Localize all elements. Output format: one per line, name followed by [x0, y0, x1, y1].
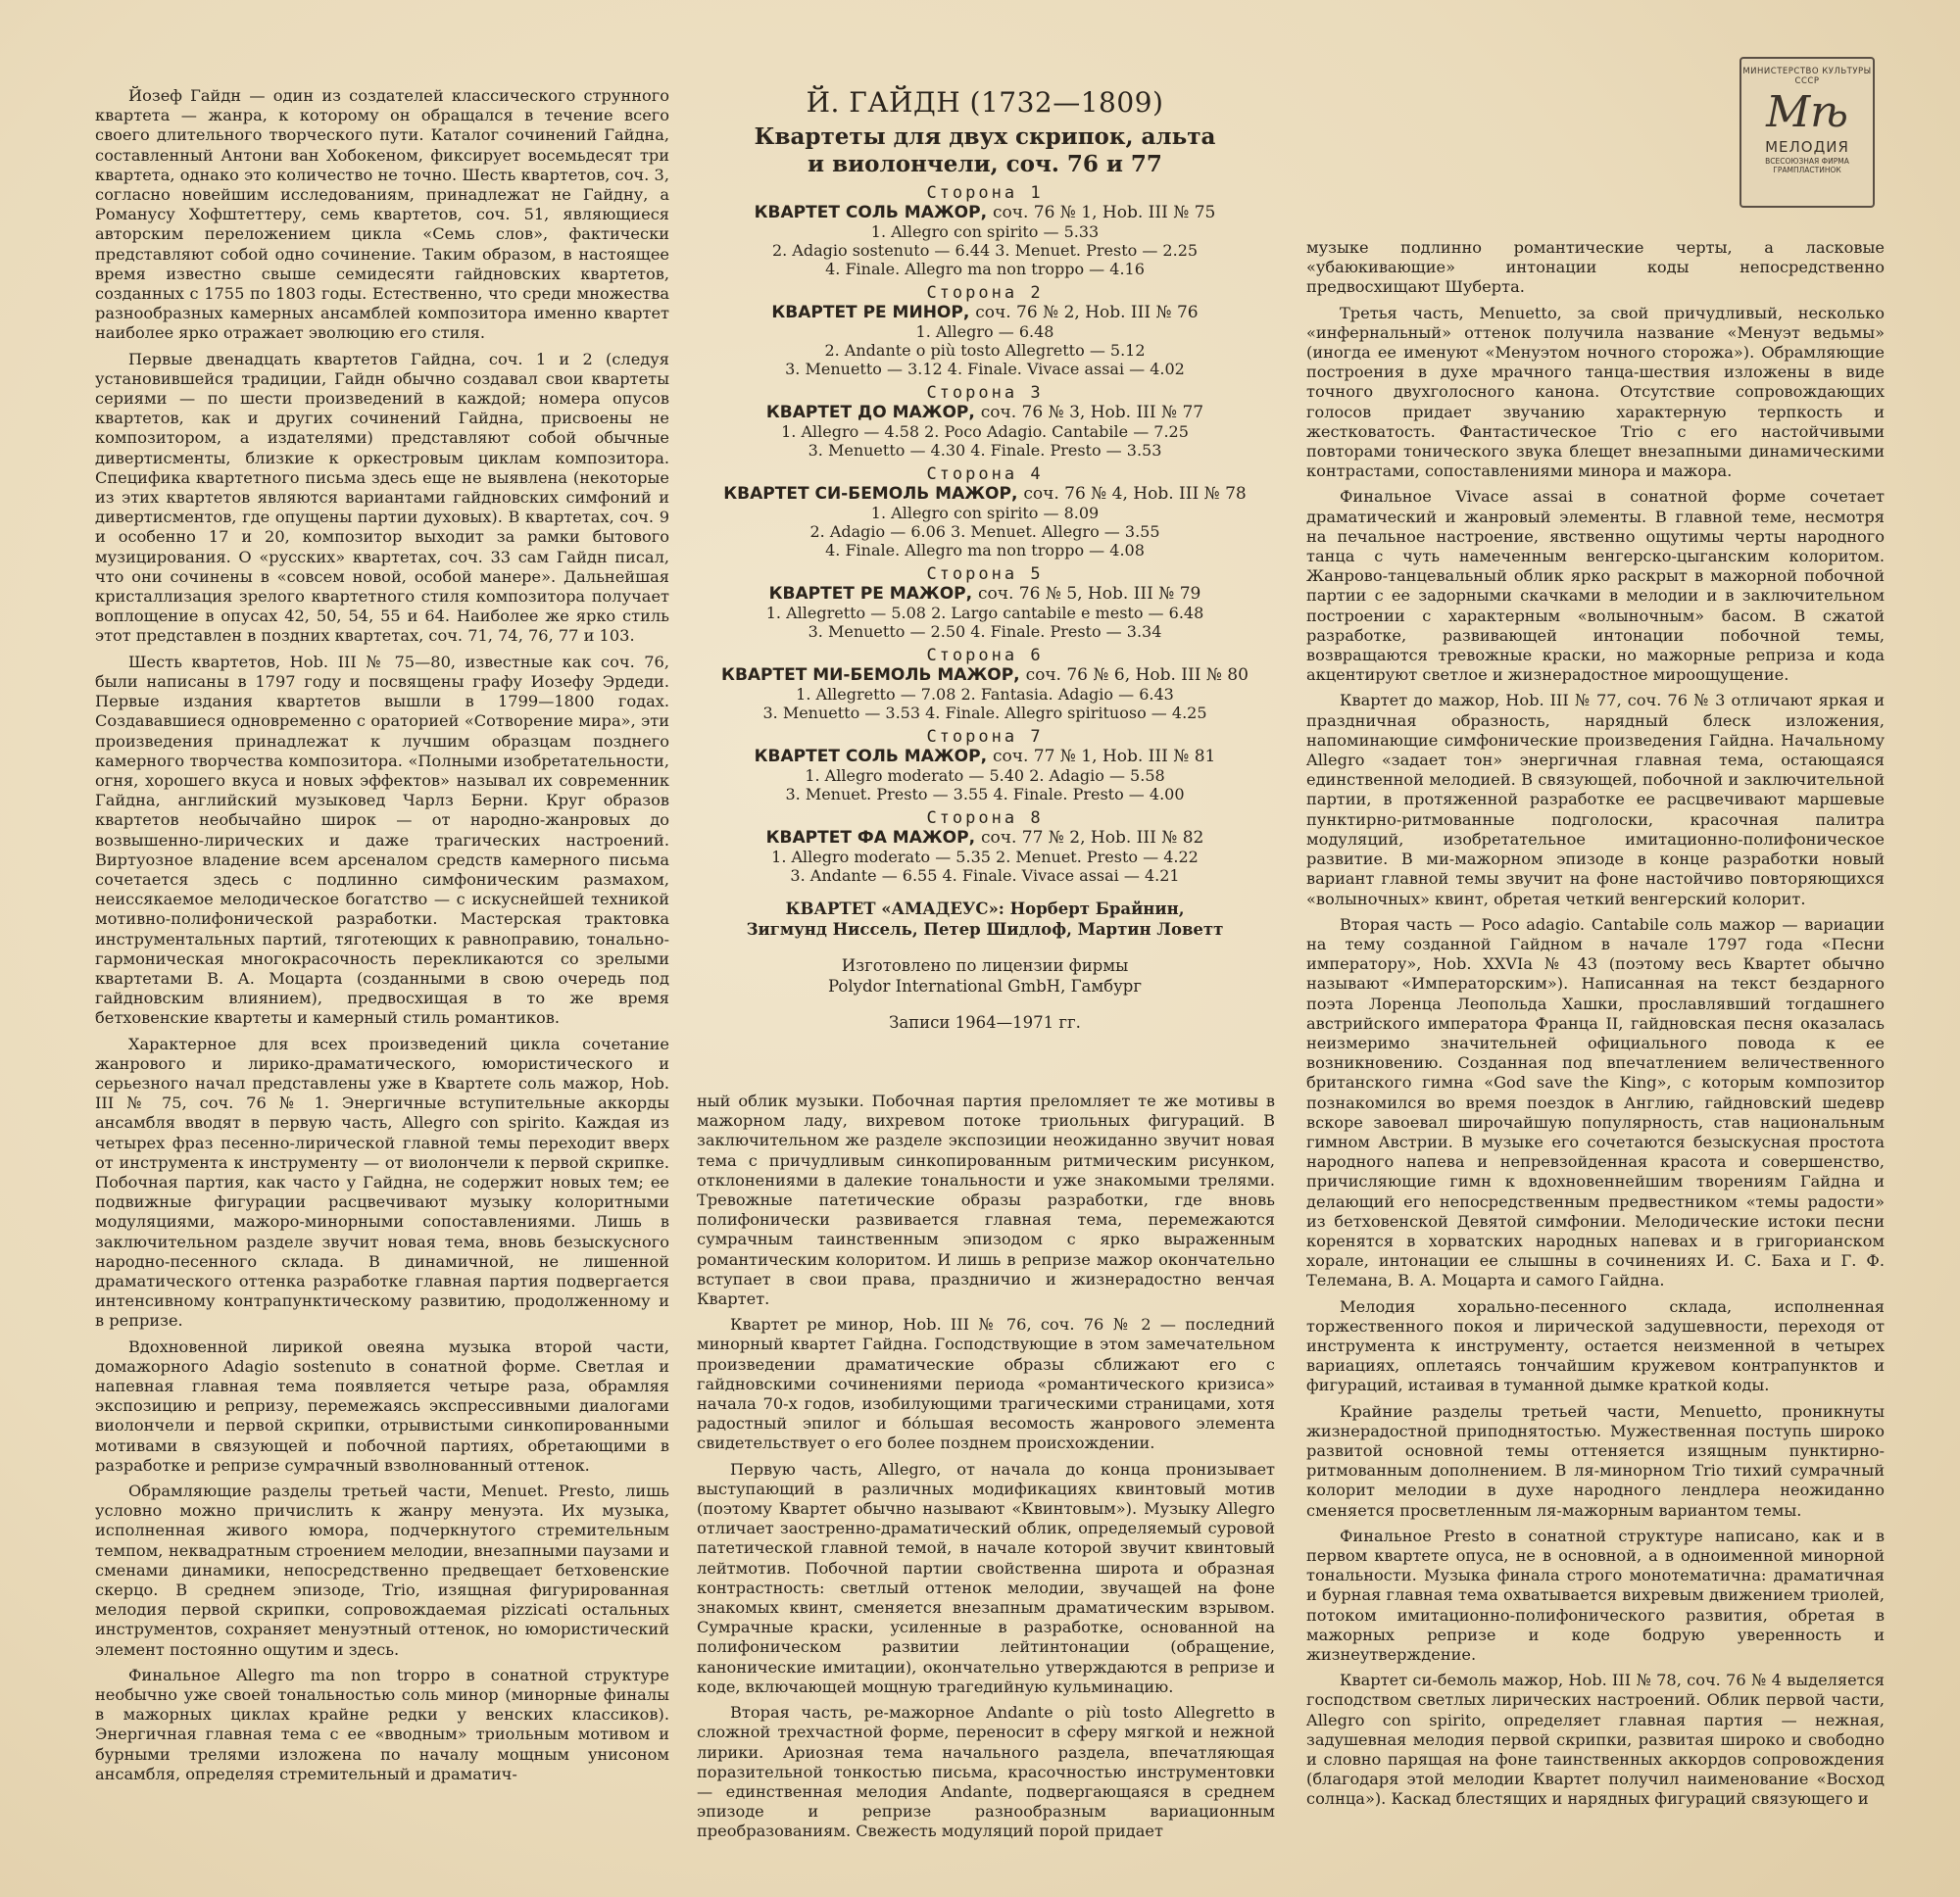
paragraph: Третья часть, Menuetto, за свой причудливый, несколько «инфернальный» оттенок получила название «Менуэт ведьмы» (иногда ее именуют «Менуэтом ночного сторожа»). Обрамляющие построения в духе мрачного танца-шествия изложены в виде точного двухголосного канона. Отсутствие сопровождающих голосов придает звучанию характерную терпкость и жестковатость. Фантастическое Trio с его настойчивыми повторами тонического звука блещет внезапными динамическими контрастами, сопоставлениями минора и мажора. [1306, 303, 1885, 481]
column-middle [697, 1092, 1275, 1848]
track-line: 1. Allegro — 4.58 2. Poco Adagio. Cantabile — 7.25 [781, 422, 1189, 441]
track-line: 3. Menuet. Presto — 3.55 4. Finale. Presto — 4.00 [785, 785, 1185, 803]
paragraph: Финальное Vivace assai в сонатной форме сочетает драматический и жанровый элементы. В главной теме, несмотря на печальное настроение, явственно ощутимы черты народного танца с чуть намеченным венгерско-цыганским колоритом. Жанрово-танцевальный облик ярко раскрыт в мажорной побочной партии с ее задорными скачками в мелодии и в заключительном построении с характерным «волыночным» басом. В сжатой разработке, развивающей интонации побочной темы, возвращаются тревожные краски, но мажорные реприза и кода акцентируют светлое и жизнерадостное мироощущение. [1306, 487, 1885, 685]
side-title: КВАРТЕТ РЕ МИНОР, соч. 76 № 2, Hob. III № 76 [771, 303, 1199, 322]
work-title-line1: Квартеты для двух скрипок, альта [754, 123, 1216, 150]
track-line: 4. Finale. Allegro ma non troppo — 4.08 [825, 541, 1145, 559]
paragraph: Вдохновенной лирикой овеяна музыка второй части, домажорного Adagio sostenuto в сонатной форме. Светлая и напевная главная тема появляется четыре раза, обрамляя экспозицию и репризу, перемежаясь экспрессивными диалогами виолончели и первой скрипки, отрывистыми синкопированными мотивами в связующей и побочной партиях, обретающими в разработке и репризе сумрачный взволнованный оттенок. [95, 1337, 669, 1475]
logo-firm: ВСЕСОЮЗНАЯ ФИРМА ГРАМПЛАСТИНОК [1765, 157, 1849, 174]
track-line: 3. Menuetto — 2.50 4. Finale. Presto — 3.34 [808, 622, 1162, 641]
composer-title: Й. ГАЙДН (1732—1809) [806, 86, 1164, 119]
side-1 [686, 184, 1284, 278]
side-label: Сторона 8 [926, 808, 1044, 828]
side-label: Сторона 4 [926, 464, 1044, 484]
side-4 [686, 465, 1284, 559]
track-line: 4. Finale. Allegro ma non troppo — 4.16 [825, 260, 1145, 278]
side-title: КВАРТЕТ СИ-БЕМОЛЬ МАЖОР, соч. 76 № 4, Hob. III № 78 [723, 484, 1247, 504]
paragraph: Квартет си-бемоль мажор, Hob. III № 78, соч. 76 № 4 выделяется господством светлых лирических настроений. Облик первой части, Allegro con spirito, определяет главная партия — нежная, задушевная мелодия первой скрипки, развитая широко и свободно и словно парящая на фоне таинственных аккордов сопровождения (благодаря этой мелодии Квартет получил наименование «Восход солнца»). Каскад блестящих и нарядных фигураций связующего и [1306, 1671, 1885, 1809]
paragraph: Квартет ре минор, Hob. III № 76, соч. 76 № 2 — последний минорный квартет Гайдна. Господствующие в этом замечательном произведении драматические образы сближают его с гайдновскими сочинениями периода «романтического кризиса» начала 70-х годов, изобилующими трагическими страницами, хотя радостный эпилог и бо́льшая весомость жанрового элемента свидетельствует о его более позднем происхождении. [697, 1315, 1275, 1453]
paragraph: Обрамляющие разделы третьей части, Menuet. Presto, лишь условно можно причислить к жанру менуэта. Их музыка, исполненная живого юмора, подчеркнутого стремительным темпом, неквадратным строением мелодии, внезапными паузами и сменами динамики, непосредственно предвещает бетховенские скерцо. В среднем эпизоде, Trio, изящная фигурированная мелодия первой скрипки, сопровождаемая pizzicati остальных инструментов, сохраняет менуэтный оттенок, но юмористический элемент постоянно ощутим и здесь. [95, 1482, 669, 1659]
side-label: Сторона 2 [926, 283, 1044, 303]
credits [686, 899, 1284, 1033]
work-title-line2: и виолончели, соч. 76 и 77 [808, 151, 1162, 177]
performers: КВАРТЕТ «АМАДЕУС»: Норберт Брайнин, [785, 900, 1185, 918]
track-line: 3. Menuetto — 3.53 4. Finale. Allegro spirituoso — 4.25 [762, 704, 1207, 722]
paragraph: Квартет до мажор, Hob. III № 77, соч. 76 № 3 отличают яркая и праздничная образность, нарядный блеск изложения, напоминающие симфонические произведения Гайдна. Начальному Allegro «задает тон» энергичная главная тема, остающаяся единственной мелодией. В связующей, побочной и заключительной партии, в протяженной разработке ее расцвечивают маршевые пунктирно-ритмованные подголоски, красочная палитра модуляций, изобретательное имитационно-полифоническое развитие. В ми-мажорном эпизоде в конце разработки новый вариант главной темы звучит на фоне настойчиво повторяющихся «волыночных» квинт, обретая четкий венгерский колорит. [1306, 691, 1885, 908]
license: Изготовлено по лицензии фирмы [841, 956, 1129, 975]
paragraph: Первые двенадцать квартетов Гайдна, соч. 1 и 2 (следуя установившейся традиции, Гайдн обычно создавал свои квартеты сериями — по шести произведений в каждой; номера опусов квартетов, как и других сочинений Гайдна, присвоены не композитором, а издателями) представляют собой обычные дивертисменты, близкие к оркестровым циклам композитора. Специфика квартетного письма здесь еще не выявлена (некоторые из этих квартетов являются вариантами гайдновских симфоний и дивертисментов, где опущены партии духовых). В квартетах, соч. 9 и особенно 17 и 20, композитор выходит за рамки бытового музицирования. О «русских» квартетах, соч. 33 сам Гайдн писал, что они сочинены в «совсем новой, особой манере». Дальнейшая кристаллизация зрелого квартетного стиля композитора получает воплощение в опусах 42, 50, 54, 55 и 64. Наиболее же ярко стиль этот представлен в поздних квартетах, соч. 71, 74, 76, 77 и 103. [95, 349, 669, 646]
paragraph: Мелодия хорально-песенного склада, исполненная торжественного покоя и лирической задушевности, переходя от инструмента к инструменту, остается неизменной в четырех вариациях, оплетаясь тончайшим кружевом контрапунктов и фигураций, истаивая в туманной дымке краткой коды. [1306, 1296, 1885, 1395]
logo-ministry: МИНИСТЕРСТВО КУЛЬТУРЫ СССР [1742, 67, 1872, 86]
track-line: 1. Allegretto — 7.08 2. Fantasia. Adagio — 6.43 [796, 685, 1174, 704]
side-title: КВАРТЕТ СОЛЬ МАЖОР, соч. 76 № 1, Hob. III № 75 [754, 203, 1216, 222]
side-2 [686, 284, 1284, 378]
side-label: Сторона 7 [926, 727, 1044, 747]
side-3 [686, 384, 1284, 460]
track-line: 3. Menuetto — 3.12 4. Finale. Vivace assai — 4.02 [785, 360, 1185, 378]
performers: Зигмунд Ниссель, Петер Шидлоф, Мартин Ловетт [746, 920, 1224, 939]
track-line: 3. Andante — 6.55 4. Finale. Vivace assai — 4.21 [790, 866, 1180, 885]
side-label: Сторона 3 [926, 383, 1044, 403]
side-7 [686, 728, 1284, 803]
side-title: КВАРТЕТ ФА МАЖОР, соч. 77 № 2, Hob. III № 82 [765, 828, 1204, 848]
track-line: 2. Andante o più tosto Allegretto — 5.12 [824, 341, 1146, 360]
track-line: 2. Adagio — 6.06 3. Menuet. Allegro — 3.55 [809, 522, 1160, 541]
track-line: 2. Adagio sostenuto — 6.44 3. Menuet. Presto — 2.25 [771, 241, 1199, 260]
paragraph: Йозеф Гайдн — один из создателей классического струнного квартета — жанра, к которому он обращался в течение всего своего длительного творческого пути. Каталог сочинений Гайдна, составленный Антони ван Хобокеном, фиксирует восемьдесят три квартета, однако это количество не точно. Шесть квартетов, соч. 3, согласно новейшим исследованиям, принадлежат не Гайдну, а Романусу Хофштеттеру, семь квартетов, соч. 51, являющиеся авторским переложением цикла «Семь слов», фактически представляют собой одно сочинение. Таким образом, в настоящее время известно свыше семидесяти гайдновских квартетов, созданных с 1755 по 1803 годы. Естественно, что среди множества разнообразных камерных ансамблей композитора именно квартет наиболее ярко отражает эволюцию его стиля. [95, 86, 669, 343]
track-listing [686, 86, 1284, 1033]
track-line: 1. Allegretto — 5.08 2. Largo cantabile e mesto — 6.48 [765, 604, 1204, 622]
paragraph: музыке подлинно романтические черты, а ласковые «убаюкивающие» интонации коды непосредственно предвосхищают Шуберта. [1306, 238, 1885, 297]
side-6 [686, 647, 1284, 722]
melodiya-emblem-icon: Мѣ [1766, 87, 1848, 137]
paragraph: Финальное Presto в сонатной структуре написано, как и в первом квартете опуса, не в основной, а в одноименной минорной тональности. Музыка финала строго монотематична: драматичная и бурная главная тема охватывается вихревым движением триолей, потоком имитационно-полифонического развития, обретая в мажорных репризе и коде бодрую уверенность и жизнеутверждение. [1306, 1526, 1885, 1665]
logo-brand: МЕЛОДИЯ [1765, 138, 1849, 156]
paragraph: Финальное Allegro ma non troppo в сонатной структуре необычно уже своей тональностью соль минор (минорные финалы в мажорных циклах крайне редки у венских классиков). Энергичная главная тема с ее «вводным» триольным мотивом и бурными трелями изложена по началу мощным унисоном ансамбля, определяя стремительный и драматич- [95, 1665, 669, 1783]
paragraph: ный облик музыки. Побочная партия преломляет те же мотивы в мажорном ладу, вихревом потоке триольных фигураций. В заключительном же разделе экспозиции неожиданно звучит новая тема с причудливым синкопированным ритмическим рисунком, отклонениями в далекие тональности и уже знакомыми трелями. Тревожные патетические образы разработки, где вновь полифонически развивается главная тема, перемежаются сумрачным таинственным эпизодом с ярко выраженным романтическим колоритом. И лишь в репризе мажор окончательно вступает в свои права, праздничио и жизнерадостно венчая Квартет. [697, 1092, 1275, 1309]
side-label: Сторона 1 [926, 183, 1044, 203]
side-5 [686, 565, 1284, 641]
track-line: 1. Allegro — 6.48 [915, 322, 1054, 341]
track-line: 1. Allegro con spirito — 5.33 [870, 222, 1100, 241]
side-label: Сторона 5 [926, 564, 1044, 584]
side-label: Сторона 6 [926, 646, 1044, 665]
paragraph: Характерное для всех произведений цикла сочетание жанрового и лирико-драматического, юмористического и серьезного начал представлены уже в Квартете соль мажор, Hob. III № 75, соч. 76 № 1. Энергичные вступительные аккорды ансамбля вводят в первую часть, Allegro con spirito. Каждая из четырех фраз песенно-лирической главной темы переходит вверх от инструмента к инструменту — от виолончели к первой скрипке. Побочная партия, как часто у Гайдна, не содержит новых тем; ее подвижные фигурации расцвечивают музыку колоритными модуляциями, мажоро-минорными сопоставлениями. Лишь в заключительном разделе звучит новая тема, вновь безыскусного народно-песенного склада. В динамичной, не лишенной драматического оттенка разработке главная партия подвергается интенсивному контрапунктическому развитию, продолженному и в репризе. [95, 1034, 669, 1331]
column-left [95, 86, 669, 1790]
side-8 [686, 809, 1284, 885]
side-title: КВАРТЕТ МИ-БЕМОЛЬ МАЖОР, соч. 76 № 6, Hob. III № 80 [721, 665, 1249, 685]
track-line: 1. Allegro moderato — 5.40 2. Adagio — 5.58 [805, 766, 1165, 785]
recording-dates: Записи 1964—1971 гг. [889, 1013, 1081, 1032]
side-title: КВАРТЕТ РЕ МАЖОР, соч. 76 № 5, Hob. III № 79 [768, 584, 1201, 604]
paragraph: Первую часть, Allegro, от начала до конца пронизывает выступающий в различных модификациях квинтовый мотив (поэтому Квартет обычно называют «Квинтовым»). Музыку Allegro отличает заостренно-драматический облик, определяемый суровой патетической главной темой, в начале которой звучит квинтовый лейтмотив. Побочной партии свойственна широта и образная контрастность: светлый оттенок мелодии, звучащей на фоне знакомых квинт, сменяется внезапным драматическим взрывом. Сумрачные краски, усиленные в разработке, основанной на полифоническом развитии лейтинтонации (обращение, канонические имитации), окончательно утверждаются в репризе и коде, включающей мощную трагедийную кульминацию. [697, 1459, 1275, 1696]
track-line: 1. Allegro con spirito — 8.09 [870, 504, 1100, 522]
paragraph: Шесть квартетов, Hob. III № 75—80, известные как соч. 76, были написаны в 1797 году и посвящены графу Иозефу Эрдеди. Первые издания квартетов вышли в 1799—1800 годах. Создававшиеся одновременно с ораторией «Сотворение мира», эти произведения принадлежат к лучшим образцам позднего камерного творчества композитора. «Полными изобретательности, огня, хорошего вкуса и новых эффектов» называл их современник Гайдна, английский музыковед Чарлз Берни. Круг образов квартетов необычайно широк — от народно-жанровых до возвышенно-лирических и даже трагических настроений. Виртуозное владение всем арсеналом средств камерного письма сочетается здесь с подлинно симфоническим размахом, неиссякаемое мелодическое богатство — с искуснейшей техникой мотивно-полифонической разработки. Мастерская трактовка инструментальных партий, тяготеющих к равноправию, тонально-гармоническая многокрасочность перекликаются со зрелыми квартетами В. А. Моцарта (созданными в свою очередь под гайдновским влиянием), предвосхищая в то же время бетховенские квартеты и камерный стиль романтиков. [95, 652, 669, 1028]
side-title: КВАРТЕТ СОЛЬ МАЖОР, соч. 77 № 1, Hob. III № 81 [754, 747, 1216, 766]
side-title: КВАРТЕТ ДО МАЖОР, соч. 76 № 3, Hob. III № 77 [765, 403, 1204, 422]
track-line: 3. Menuetto — 4.30 4. Finale. Presto — 3.53 [808, 441, 1162, 460]
melodiya-logo [1740, 57, 1875, 208]
paragraph: Вторая часть — Poco adagio. Cantabile соль мажор — вариации на тему созданной Гайдном в начале 1797 года «Песни императору», Hob. XXVIa № 43 (поэтому весь Квартет обычно называют «Императорским»). Написанная на текст бездарного поэта Лоренца Леопольда Хашки, прославлявший тогдашнего австрийского императора Франца II, гайдновская песня оказалась неизмеримо значительней официального повода к ее возникновению. Созданная под впечатлением величественного британского гимна «God save the King», с которым композитор познакомился во время поездок в Англию, гайдновский шедевр вскоре завоевал широчайшую популярность, став национальным гимном Австрии. В музыке его сочетаются безыскусная простота народного напева и непревзойденная красота и совершенство, причисляющие гимн к вдохновеннейшим творениям Гайдна и делающий его непосредственным предвестником «темы радости» из бетховенской Девятой симфонии. Мелодические истоки песни коренятся в хорватских народных напевах и в григорианском хорале, интонации ее слышны в сочинениях И. С. Баха и Г. Ф. Телемана, В. А. Моцарта и самого Гайдна. [1306, 914, 1885, 1290]
license: Polydor International GmbH, Гамбург [827, 977, 1143, 996]
paragraph: Крайние разделы третьей части, Menuetto, проникнуты жизнерадостной приподнятостью. Мужественная поступь широко развитой основной темы оттеняется изящным пунктирно-ритмованным дополнением. В ля-минорном Trio тихий сумрачный колорит мелодии в духе народного лендлера неожиданно сменяется просветленным ля-мажорным вариантом темы. [1306, 1401, 1885, 1520]
column-right [1306, 238, 1885, 1816]
track-line: 1. Allegro moderato — 5.35 2. Menuet. Presto — 4.22 [771, 848, 1199, 866]
paragraph: Вторая часть, ре-мажорное Andante o più tosto Allegretto в сложной трехчастной форме, переносит в сферу мягкой и нежной лирики. Ариозная тема начального раздела, впечатляющая поразительной тонкостью письма, красочностью инструментовки — единственная мелодия Andante, подвергающаяся в среднем эпизоде и репризе разнообразным вариационным преобразованиям. Свежесть модуляций порой придает [697, 1703, 1275, 1841]
